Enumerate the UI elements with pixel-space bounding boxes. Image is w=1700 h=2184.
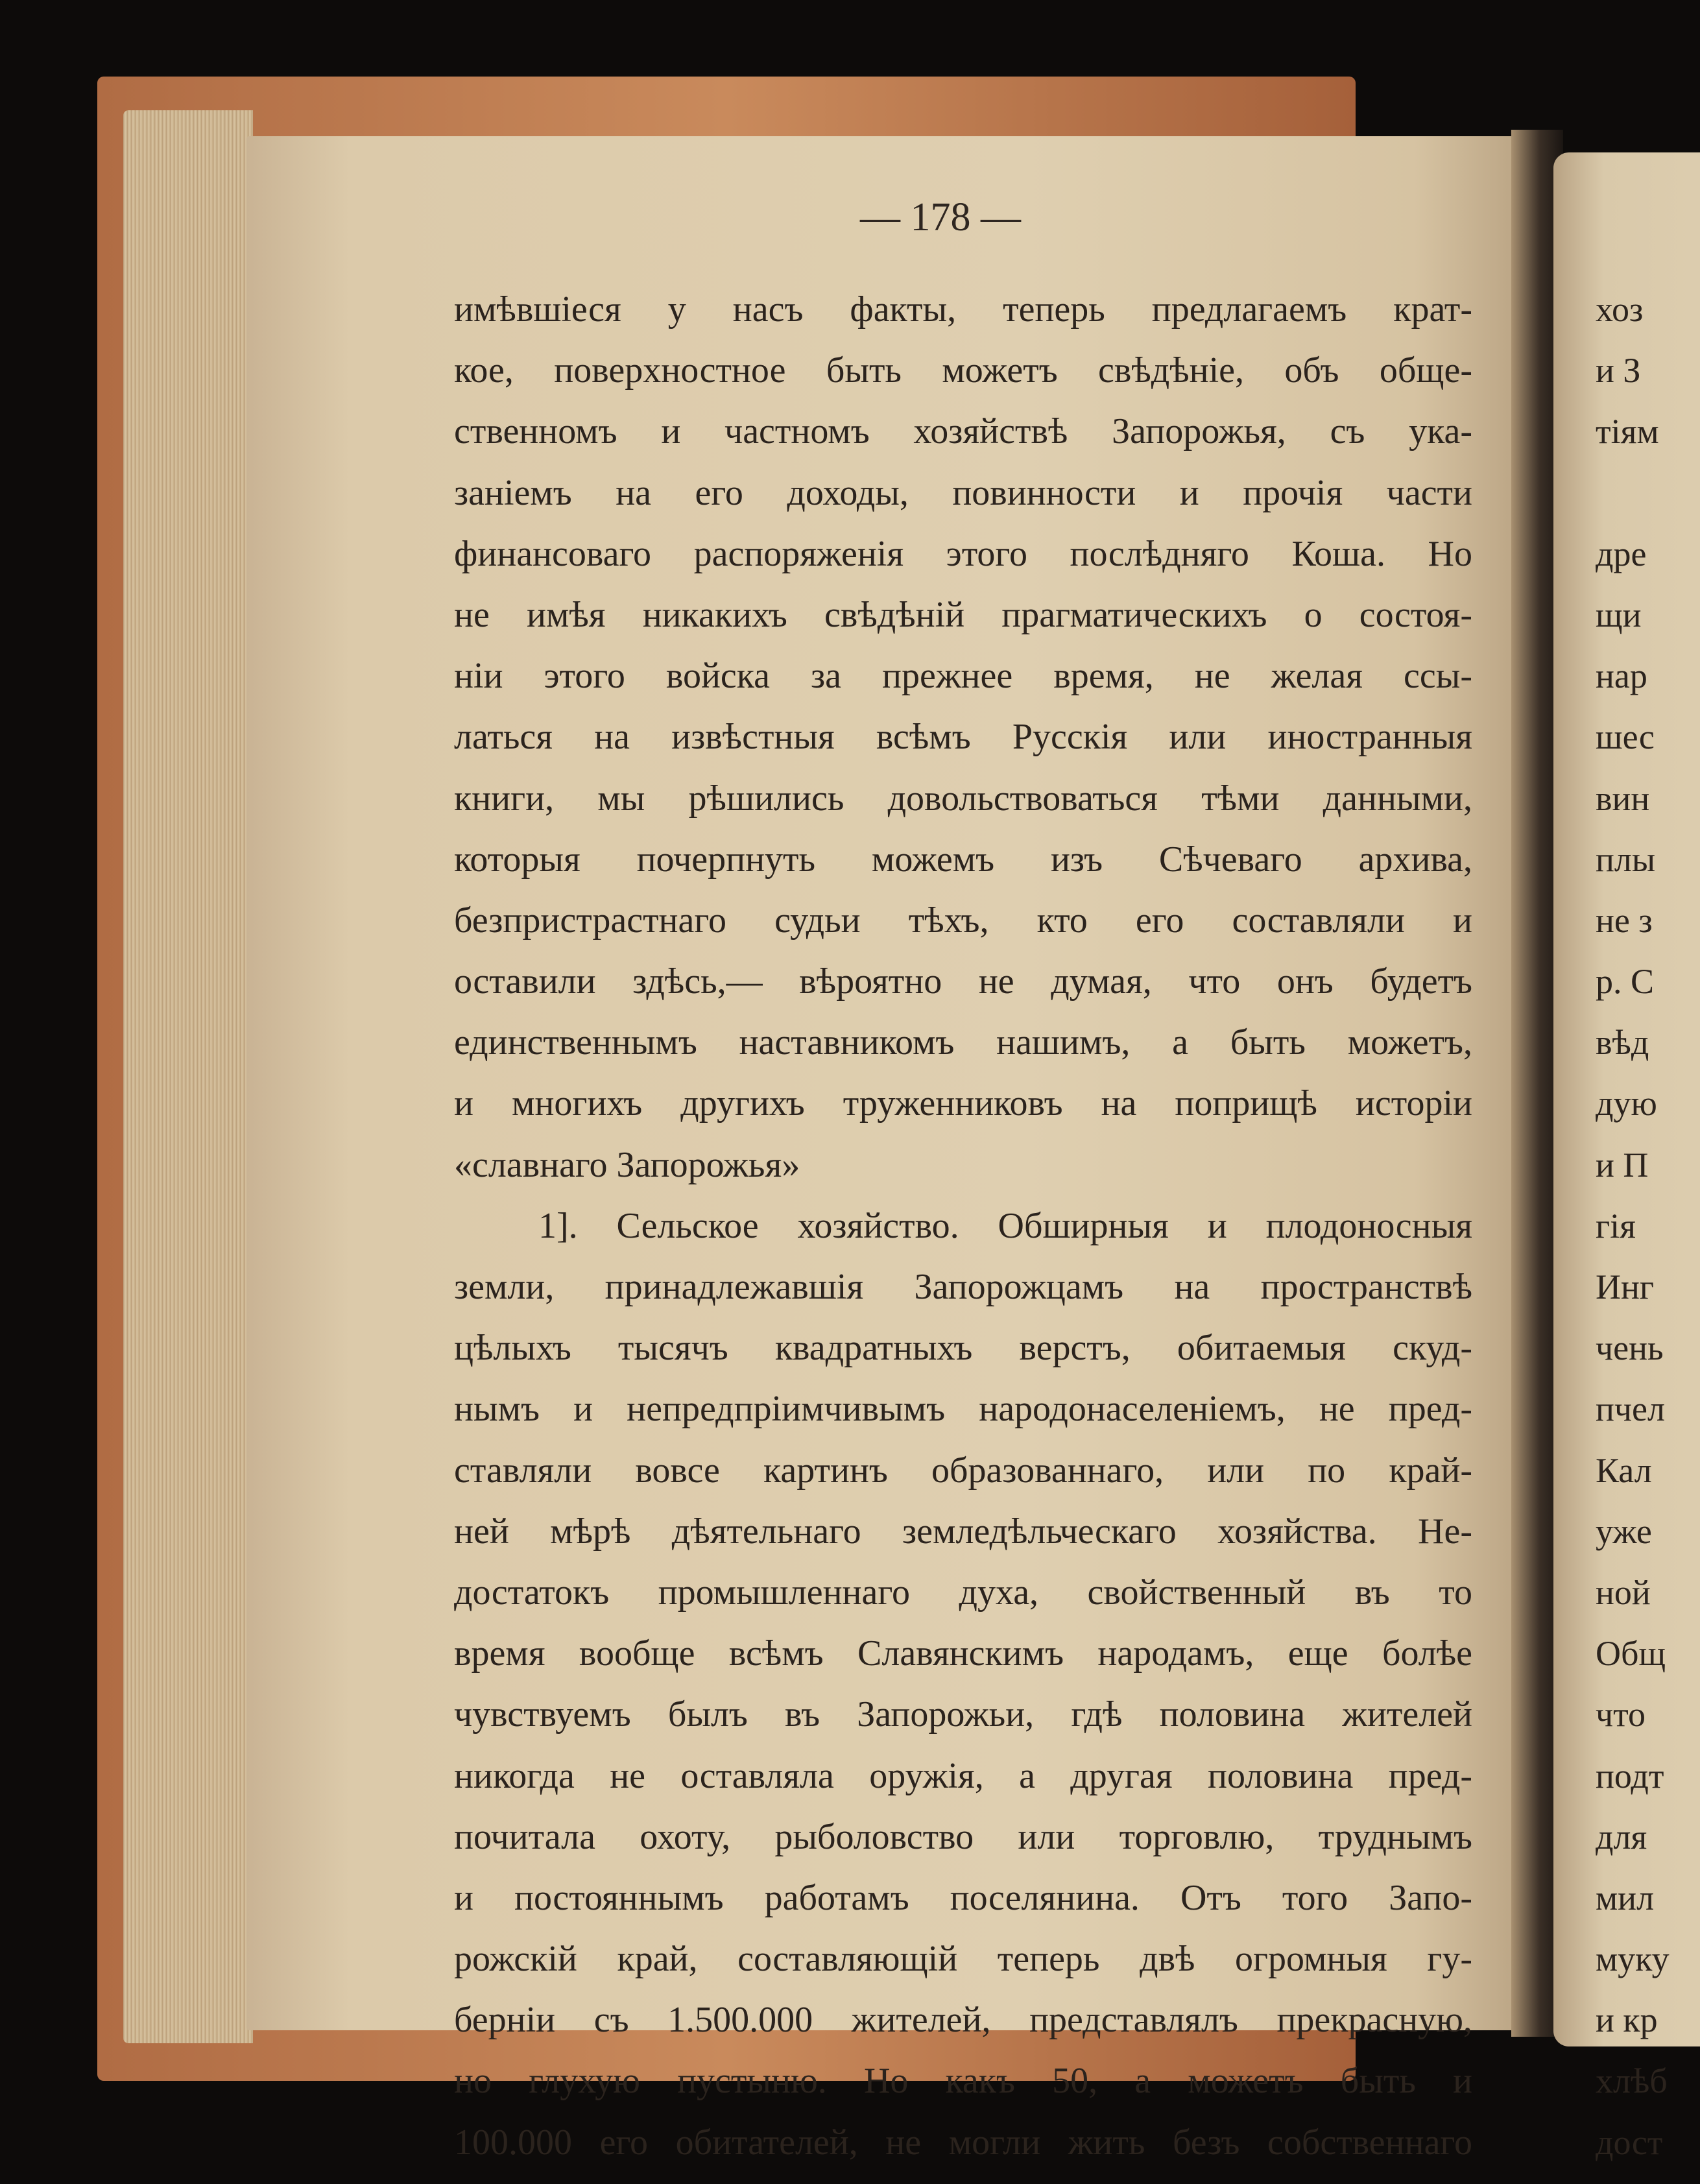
fragment-line: дост bbox=[1596, 2122, 1663, 2162]
fragment-line: Инг bbox=[1596, 1267, 1655, 1306]
text-line: и многихъ другихъ труженниковъ на поприщѣ исторіи bbox=[454, 1083, 1472, 1124]
fragment-line: хлѣб bbox=[1596, 2061, 1668, 2101]
text-line: кое, поверхностное быть можетъ свѣдѣніе, объ обще- bbox=[454, 350, 1472, 391]
fragment-line bbox=[1596, 462, 1700, 523]
text-line: единственнымъ наставникомъ нашимъ, а быть можетъ, bbox=[454, 1022, 1472, 1063]
fragment-line: р. С bbox=[1596, 962, 1655, 1002]
text-line: заніемъ на его доходы, повинности и прочія части bbox=[454, 472, 1472, 513]
text-line: достатокъ промышленнаго духа, свойственный въ то bbox=[454, 1572, 1472, 1613]
text-line: никогда не оставляла оружія, а другая половина пред- bbox=[454, 1755, 1472, 1796]
text-line: оставили здѣсь,— вѣроятно не думая, что онъ будетъ bbox=[454, 961, 1472, 1002]
text-line: почитала охоту, рыболовство или торговлю, труднымъ bbox=[454, 1816, 1472, 1857]
fragment-line: не з bbox=[1596, 900, 1653, 940]
text-line: чувствуемъ былъ въ Запорожьи, гдѣ половина жителей bbox=[454, 1694, 1472, 1735]
text-line: «славнаго Запорожья» bbox=[454, 1144, 800, 1185]
section-heading-line: 1]. Сельское хозяйство. Обширныя и плодоносныя bbox=[538, 1205, 1472, 1246]
fragment-line: нар bbox=[1596, 656, 1647, 696]
text-line: время вообще всѣмъ Славянскимъ народамъ, еще болѣе bbox=[454, 1633, 1472, 1674]
fragment-line: и кр bbox=[1596, 2000, 1658, 2040]
page-edges bbox=[123, 110, 253, 2043]
fragment-line: мил bbox=[1596, 1878, 1655, 1917]
fragment-line: дре bbox=[1596, 534, 1647, 573]
text-line: ственномъ и частномъ хозяйствѣ Запорожья, съ ука- bbox=[454, 411, 1472, 452]
text-line: имѣвшіеся у насъ факты, теперь предлагаемъ крат- bbox=[454, 289, 1472, 330]
page-body bbox=[454, 279, 1472, 2173]
text-line: но глухую пустыню. Но какъ 50, а можетъ быть и bbox=[454, 2061, 1472, 2102]
fragment-line: щи bbox=[1596, 595, 1642, 634]
text-line: и постояннымъ работамъ поселянина. Отъ того Запо- bbox=[454, 1877, 1472, 1918]
text-line: ставляли вовсе картинъ образованнаго, или по край- bbox=[454, 1450, 1472, 1491]
text-line: 100.000 его обитателей, не могли жить безъ собственнаго bbox=[454, 2122, 1472, 2163]
fragment-line: что bbox=[1596, 1695, 1646, 1734]
fragment-line: Кал bbox=[1596, 1450, 1652, 1490]
text-line: земли, принадлежавшія Запорожцамъ на пространствѣ bbox=[454, 1267, 1472, 1307]
fragment-line: и З bbox=[1596, 351, 1641, 390]
fragment-line: для bbox=[1596, 1817, 1647, 1856]
text-line: безпристрастнаго судьи тѣхъ, кто его составляли и bbox=[454, 900, 1472, 941]
fragment-line: хоз bbox=[1596, 290, 1644, 329]
fragment-line: пчел bbox=[1596, 1389, 1665, 1429]
fragment-line: гія bbox=[1596, 1206, 1636, 1245]
fragment-line: вин bbox=[1596, 778, 1650, 818]
text-line: нымъ и непредпріимчивымъ народонаселеніемъ, не пред- bbox=[454, 1389, 1472, 1430]
right-page-fragments bbox=[1596, 279, 1700, 2173]
text-line: цѣлыхъ тысячъ квадратныхъ верстъ, обитаемыя скуд- bbox=[454, 1328, 1472, 1369]
text-line: берніи съ 1.500.000 жителей, представлялъ прекрасную, bbox=[454, 2000, 1472, 2041]
page-number: — 178 — bbox=[860, 195, 1021, 239]
fragment-line: дую bbox=[1596, 1084, 1657, 1123]
text-line: которыя почерпнуть можемъ изъ Сѣчеваго архива, bbox=[454, 839, 1472, 880]
text-line: финансоваго распоряженія этого послѣдняго Коша. Но bbox=[454, 533, 1472, 574]
text-line: латься на извѣстныя всѣмъ Русскія или иностранныя bbox=[454, 717, 1472, 758]
text-line: книги, мы рѣшились довольствоваться тѣми данными, bbox=[454, 778, 1472, 819]
text-line: ніи этого войска за прежнее время, не желая ссы- bbox=[454, 656, 1472, 697]
fragment-line: чень bbox=[1596, 1328, 1664, 1368]
fragment-line: подт bbox=[1596, 1756, 1664, 1795]
fragment-line: Общ bbox=[1596, 1634, 1666, 1674]
fragment-line: вѣд bbox=[1596, 1023, 1649, 1062]
text-line: ней мѣрѣ дѣятельнаго земледѣльческаго хозяйства. Не- bbox=[454, 1511, 1472, 1552]
fragment-line: шес bbox=[1596, 717, 1655, 757]
fragment-line: плы bbox=[1596, 839, 1656, 879]
fragment-line: и П bbox=[1596, 1145, 1649, 1184]
fragment-line: тіям bbox=[1596, 412, 1659, 451]
fragment-line: муку bbox=[1596, 1939, 1670, 1979]
text-line: не имѣя никакихъ свѣдѣній прагматическихъ о состоя- bbox=[454, 594, 1472, 635]
text-line: рожскій край, составляющій теперь двѣ огромныя гу- bbox=[454, 1939, 1472, 1980]
fragment-line: ной bbox=[1596, 1572, 1651, 1612]
fragment-line: уже bbox=[1596, 1511, 1652, 1551]
